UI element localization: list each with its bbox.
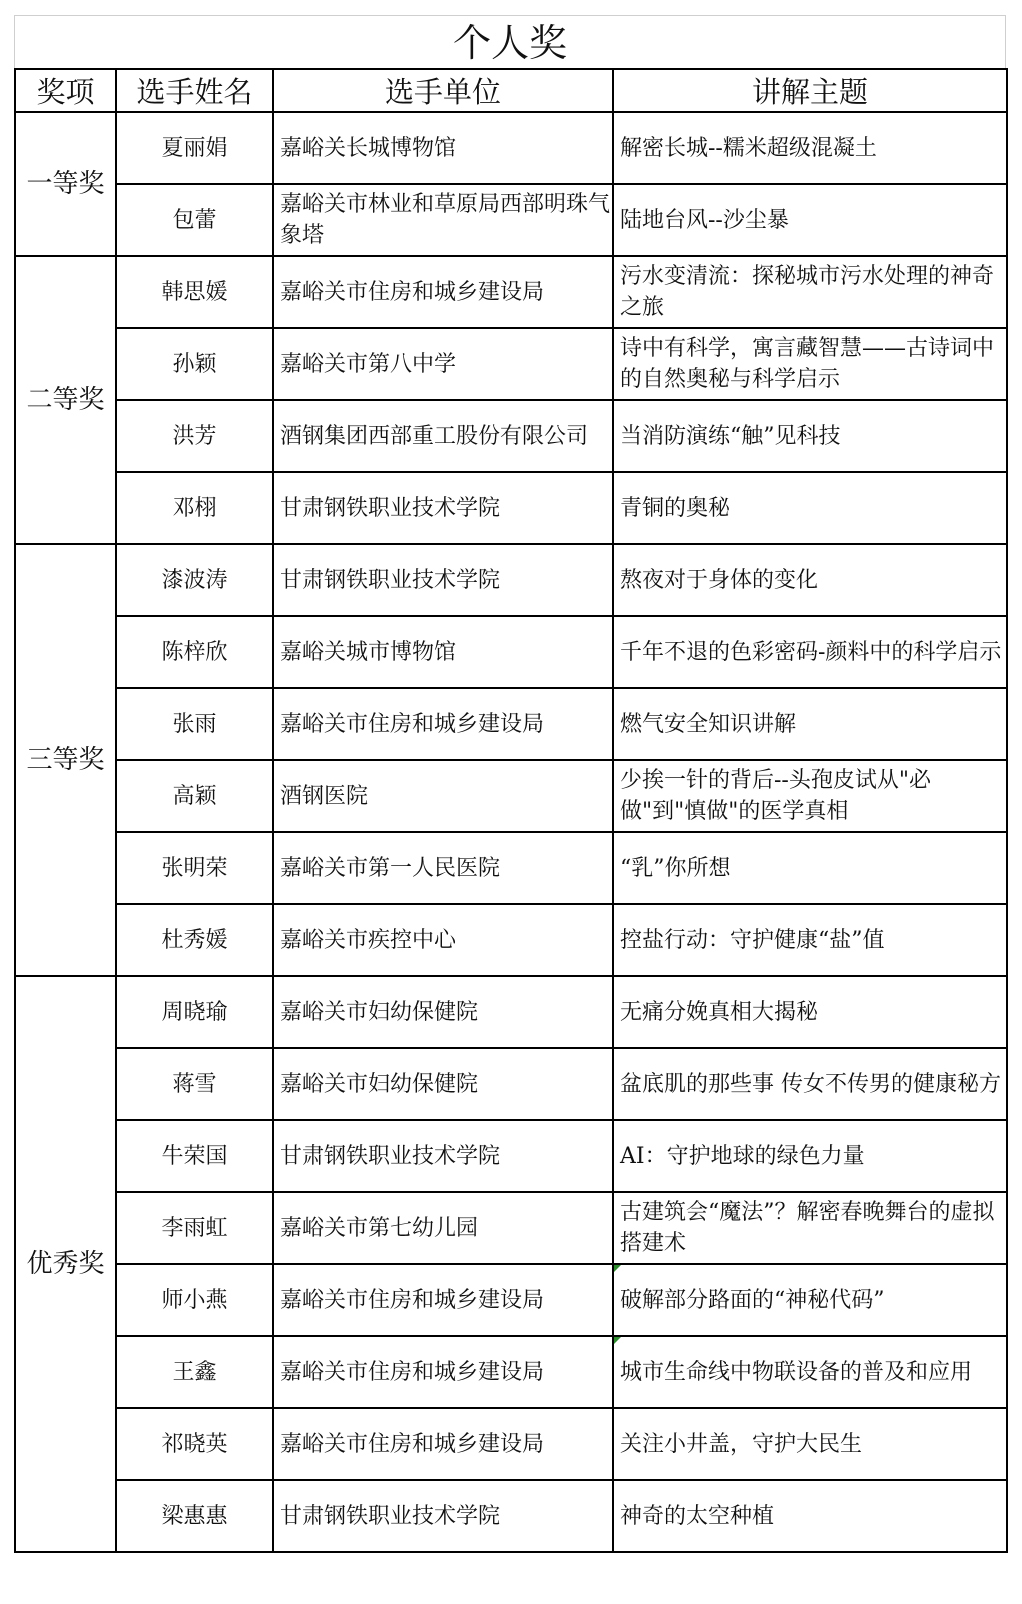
contestant-name-cell: 洪芳 xyxy=(116,400,273,472)
contestant-unit-cell: 嘉峪关市疾控中心 xyxy=(273,904,613,976)
contestant-unit-cell: 酒钢医院 xyxy=(273,760,613,832)
topic-text: “乳”你所想 xyxy=(620,855,731,881)
topic-text: 破解部分路面的“神秘代码” xyxy=(620,1287,885,1313)
contestant-unit-cell: 甘肃钢铁职业技术学院 xyxy=(273,1480,613,1552)
topic-text: 当消防演练“触”见科技 xyxy=(620,423,841,449)
contestant-unit-cell: 甘肃钢铁职业技术学院 xyxy=(273,472,613,544)
contestant-unit-cell: 嘉峪关市第七幼儿园 xyxy=(273,1192,613,1264)
contestant-unit-cell: 甘肃钢铁职业技术学院 xyxy=(273,544,613,616)
contestant-unit-cell: 嘉峪关市住房和城乡建设局 xyxy=(273,1336,613,1408)
contestant-name-cell: 高颖 xyxy=(116,760,273,832)
topic-text: 千年不退的色彩密码-颜料中的科学启示 xyxy=(620,639,1002,665)
contestant-name-cell: 漆波涛 xyxy=(116,544,273,616)
table-row xyxy=(15,976,1007,1048)
topic-text: 盆底肌的那些事 传女不传男的健康秘方 xyxy=(620,1071,1001,1097)
contestant-unit-cell: 嘉峪关市住房和城乡建设局 xyxy=(273,256,613,328)
table-body xyxy=(15,112,1007,1552)
topic-cell xyxy=(613,328,1007,400)
topic-cell xyxy=(613,616,1007,688)
topic-cell xyxy=(613,256,1007,328)
table-row xyxy=(15,256,1007,328)
contestant-unit-cell: 嘉峪关市林业和草原局西部明珠气象塔 xyxy=(273,184,613,256)
topic-cell xyxy=(613,184,1007,256)
table-row xyxy=(15,1336,1007,1408)
comment-marker-icon xyxy=(614,1337,621,1344)
topic-text: 污水变清流：探秘城市污水处理的神奇之旅 xyxy=(620,264,995,320)
contestant-name-cell: 邓栩 xyxy=(116,472,273,544)
contestant-unit-cell: 嘉峪关市住房和城乡建设局 xyxy=(273,1408,613,1480)
contestant-name-cell: 李雨虹 xyxy=(116,1192,273,1264)
contestant-name-cell: 蒋雪 xyxy=(116,1048,273,1120)
topic-cell xyxy=(613,112,1007,184)
contestant-name-cell: 牛荣国 xyxy=(116,1120,273,1192)
topic-cell xyxy=(613,1408,1007,1480)
topic-cell xyxy=(613,904,1007,976)
topic-cell xyxy=(613,472,1007,544)
table-row xyxy=(15,1408,1007,1480)
contestant-name-cell: 梁惠惠 xyxy=(116,1480,273,1552)
topic-text: 解密长城--糯米超级混凝土 xyxy=(620,135,877,161)
topic-text: AI：守护地球的绿色力量 xyxy=(620,1143,865,1169)
award-level-cell: 三等奖 xyxy=(15,544,116,976)
contestant-unit-cell: 嘉峪关市妇幼保健院 xyxy=(273,1048,613,1120)
contestant-name-cell: 张雨 xyxy=(116,688,273,760)
table-row xyxy=(15,688,1007,760)
contestant-name-cell: 孙颖 xyxy=(116,328,273,400)
contestant-name-cell: 杜秀媛 xyxy=(116,904,273,976)
contestant-unit-cell: 甘肃钢铁职业技术学院 xyxy=(273,1120,613,1192)
table-row xyxy=(15,760,1007,832)
table-row xyxy=(15,904,1007,976)
award-level-cell: 一等奖 xyxy=(15,112,116,256)
table-row xyxy=(15,472,1007,544)
table-row xyxy=(15,1480,1007,1552)
topic-cell xyxy=(613,1336,1007,1408)
award-level-cell: 二等奖 xyxy=(15,256,116,544)
award-level-cell: 优秀奖 xyxy=(15,976,116,1552)
topic-text: 燃气安全知识讲解 xyxy=(620,711,797,737)
header-topic: 讲解主题 xyxy=(613,69,1007,112)
topic-cell xyxy=(613,1120,1007,1192)
contestant-name-cell: 祁晓英 xyxy=(116,1408,273,1480)
table-row xyxy=(15,616,1007,688)
topic-cell xyxy=(613,1192,1007,1264)
topic-cell xyxy=(613,760,1007,832)
topic-text: 关注小井盖，守护大民生 xyxy=(620,1431,863,1457)
topic-text: 控盐行动：守护健康“盐”值 xyxy=(620,927,885,953)
topic-text: 少挨一针的背后--头孢皮试从"必做"到"慎做"的医学真相 xyxy=(620,768,931,824)
header-award: 奖项 xyxy=(15,69,116,112)
table-row xyxy=(15,1120,1007,1192)
topic-cell xyxy=(613,544,1007,616)
topic-text: 诗中有科学，寓言藏智慧——古诗词中的自然奥秘与科学启示 xyxy=(620,336,995,392)
topic-text: 熬夜对于身体的变化 xyxy=(620,567,819,593)
table-row xyxy=(15,1048,1007,1120)
topic-text: 无痛分娩真相大揭秘 xyxy=(620,999,819,1025)
contestant-name-cell: 陈梓欣 xyxy=(116,616,273,688)
table-row xyxy=(15,544,1007,616)
contestant-name-cell: 师小燕 xyxy=(116,1264,273,1336)
contestant-name-cell: 韩思媛 xyxy=(116,256,273,328)
contestant-unit-cell: 嘉峪关市住房和城乡建设局 xyxy=(273,688,613,760)
header-name: 选手姓名 xyxy=(116,69,273,112)
topic-text: 青铜的奥秘 xyxy=(620,495,731,521)
contestant-name-cell: 包蕾 xyxy=(116,184,273,256)
contestant-unit-cell: 嘉峪关市第一人民医院 xyxy=(273,832,613,904)
award-sheet xyxy=(14,15,1006,1553)
contestant-unit-cell: 嘉峪关市第八中学 xyxy=(273,328,613,400)
topic-cell xyxy=(613,1048,1007,1120)
contestant-unit-cell: 嘉峪关市住房和城乡建设局 xyxy=(273,1264,613,1336)
contestant-unit-cell: 嘉峪关市妇幼保健院 xyxy=(273,976,613,1048)
contestant-name-cell: 张明荣 xyxy=(116,832,273,904)
topic-cell xyxy=(613,400,1007,472)
award-table xyxy=(14,68,1008,1553)
table-row xyxy=(15,1264,1007,1336)
table-row xyxy=(15,184,1007,256)
sheet-title: 个人奖 xyxy=(14,15,1006,68)
contestant-unit-cell: 酒钢集团西部重工股份有限公司 xyxy=(273,400,613,472)
table-row xyxy=(15,328,1007,400)
comment-marker-icon xyxy=(614,1265,621,1272)
topic-cell xyxy=(613,1480,1007,1552)
topic-text: 城市生命线中物联设备的普及和应用 xyxy=(620,1359,973,1385)
topic-cell xyxy=(613,976,1007,1048)
contestant-name-cell: 周晓瑜 xyxy=(116,976,273,1048)
topic-text: 神奇的太空种植 xyxy=(620,1503,775,1529)
header-row xyxy=(15,69,1007,112)
topic-cell xyxy=(613,1264,1007,1336)
table-row xyxy=(15,400,1007,472)
topic-cell xyxy=(613,832,1007,904)
topic-text: 陆地台风--沙尘暴 xyxy=(620,207,789,233)
table-row xyxy=(15,1192,1007,1264)
table-row xyxy=(15,112,1007,184)
header-unit: 选手单位 xyxy=(273,69,613,112)
topic-text: 古建筑会“魔法”？解密春晚舞台的虚拟搭建术 xyxy=(620,1200,995,1256)
contestant-unit-cell: 嘉峪关长城博物馆 xyxy=(273,112,613,184)
contestant-name-cell: 夏丽娟 xyxy=(116,112,273,184)
table-row xyxy=(15,832,1007,904)
contestant-unit-cell: 嘉峪关城市博物馆 xyxy=(273,616,613,688)
contestant-name-cell: 王鑫 xyxy=(116,1336,273,1408)
topic-cell xyxy=(613,688,1007,760)
